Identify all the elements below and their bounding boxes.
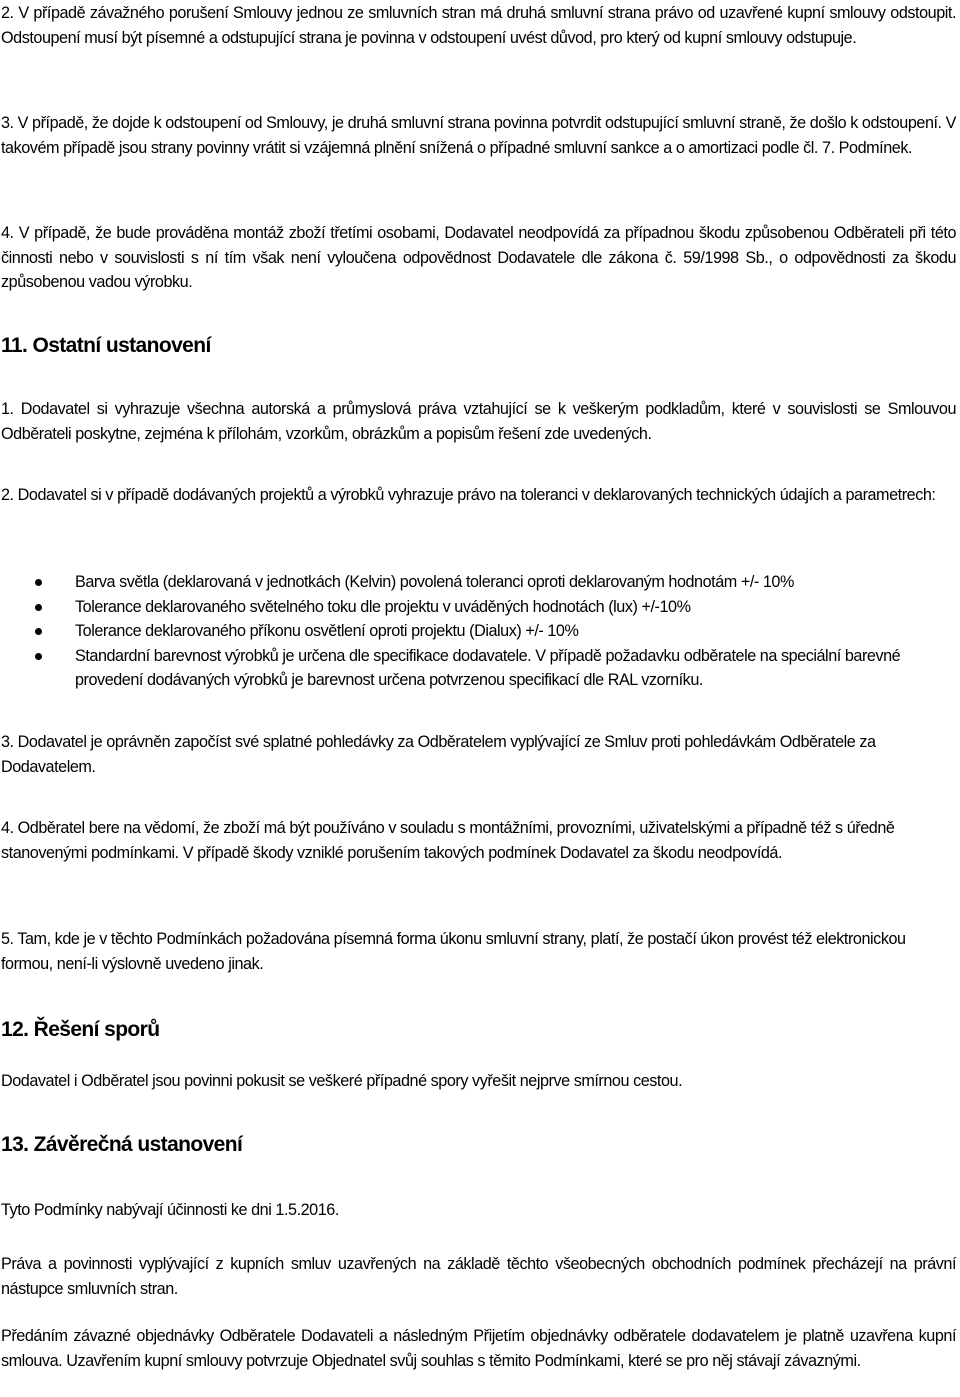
paragraph-13-2: Práva a povinnosti vyplývající z kupních smluv uzavřených na základě těchto všeobecných obchodních podmínek přecházejí na právní nástupce smluvních stran. — [1, 1255, 956, 1298]
list-item — [0, 644, 950, 693]
list-item — [0, 619, 950, 644]
tolerance-list — [0, 570, 950, 693]
list-item-text: Tolerance deklarovaného příkonu osvětlení oproti projektu (Dialux) +/- 10% — [75, 622, 579, 641]
list-item-text: Standardní barevnost výrobků je určena dle specifikace dodavatele. V případě požadavku odběratele na speciální barevné provedení dodávaných výrobků je barevnost určena potvrzenou specifikací dle RAL vzorníku. — [75, 646, 901, 690]
paragraph-13-1: Tyto Podmínky nabývají účinnosti ke dni 1.5.2016. — [1, 1201, 339, 1219]
list-item — [0, 570, 950, 595]
paragraph-10-2: 2. V případě závažného porušení Smlouvy jednou ze smluvních stran má druhá smluvní strana právo od uzavřené kupní smlouvy odstoupit. Odstoupení musí být písemné a odstupující strana je povinna v odstoupení uvést důvod, pro který od kupní smlouvy odstupuje. — [1, 4, 956, 47]
section-heading-13: 13. Závěrečná ustanovení — [1, 1133, 243, 1156]
bullet-icon — [35, 628, 42, 635]
section-heading-11: 11. Ostatní ustanovení — [1, 334, 211, 357]
paragraph-11-2: 2. Dodavatel si v případě dodávaných projektů a výrobků vyhrazuje právo na toleranci v deklarovaných technických údajích a parametrech: — [1, 486, 936, 504]
section-heading-12: 12. Řešení sporů — [1, 1018, 160, 1041]
list-item — [0, 595, 950, 620]
bullet-icon — [35, 579, 42, 586]
paragraph-11-4: 4. Odběratel bere na vědomí, že zboží má být používáno v souladu s montážními, provozními, uživatelskými a případně též s úředně stanovenými podmínkami. V případě škody vzniklé porušením takových podmínek Dodavatel za škodu neodpovídá. — [1, 819, 895, 862]
paragraph-11-1: 1. Dodavatel si vyhrazuje všechna autorská a průmyslová práva vztahující se k veškerým podkladům, které v souvislosti se Smlouvou Odběrateli poskytne, zejména k přílohám, vzorkům, obrázkům a popisům řešení zde uvedených. — [1, 400, 956, 443]
paragraph-11-5: 5. Tam, kde je v těchto Podmínkách požadována písemná forma úkonu smluvní strany, platí, že postačí úkon provést též elektronickou formou, není-li výslovně uvedeno jinak. — [1, 930, 906, 973]
paragraph-13-3: Předáním závazné objednávky Odběratele Dodavateli a následným Přijetím objednávky odběratele dodavatelem je platně uzavřena kupní smlouva. Uzavřením kupní smlouvy potvrzuje Objednatel svůj souhlas s těmito Podmínkami, které se pro něj stávají závaznými. — [1, 1327, 956, 1370]
paragraph-11-3: 3. Dodavatel je oprávněn započíst své splatné pohledávky za Odběratelem vyplývající ze Smluv proti pohledávkám Odběratele za Dodavatelem. — [1, 733, 876, 776]
bullet-icon — [35, 604, 42, 611]
paragraph-10-3: 3. V případě, že dojde k odstoupení od Smlouvy, je druhá smluvní strana povinna potvrdit odstupující smluvní straně, že došlo k odstoupení. V takovém případě jsou strany povinny vrátit si vzájemná plnění snížená o případné smluvní sankce a o amortizaci podle čl. 7. Podmínek. — [1, 114, 956, 157]
list-item-text: Tolerance deklarovaného světelného toku dle projektu v uváděných hodnotách (lux) +/-10% — [75, 597, 691, 616]
paragraph-12-1: Dodavatel i Odběratel jsou povinni pokusit se veškeré případné spory vyřešit nejprve smírnou cestou. — [1, 1072, 683, 1090]
list-item-text: Barva světla (deklarovaná v jednotkách (Kelvin) povolená toleranci oproti deklarovaným hodnotám +/- 10% — [75, 573, 794, 591]
paragraph-10-4: 4. V případě, že bude prováděna montáž zboží třetími osobami, Dodavatel neodpovídá za případnou škodu způsobenou Odběrateli při této činnosti nebo v souvislosti s ní tím však není vyloučena odpovědnost Dodavatele dle zákona č. 59/1998 Sb., o odpovědnosti za škodu způsobenou vadou výrobku. — [1, 224, 956, 292]
bullet-icon — [35, 653, 42, 660]
